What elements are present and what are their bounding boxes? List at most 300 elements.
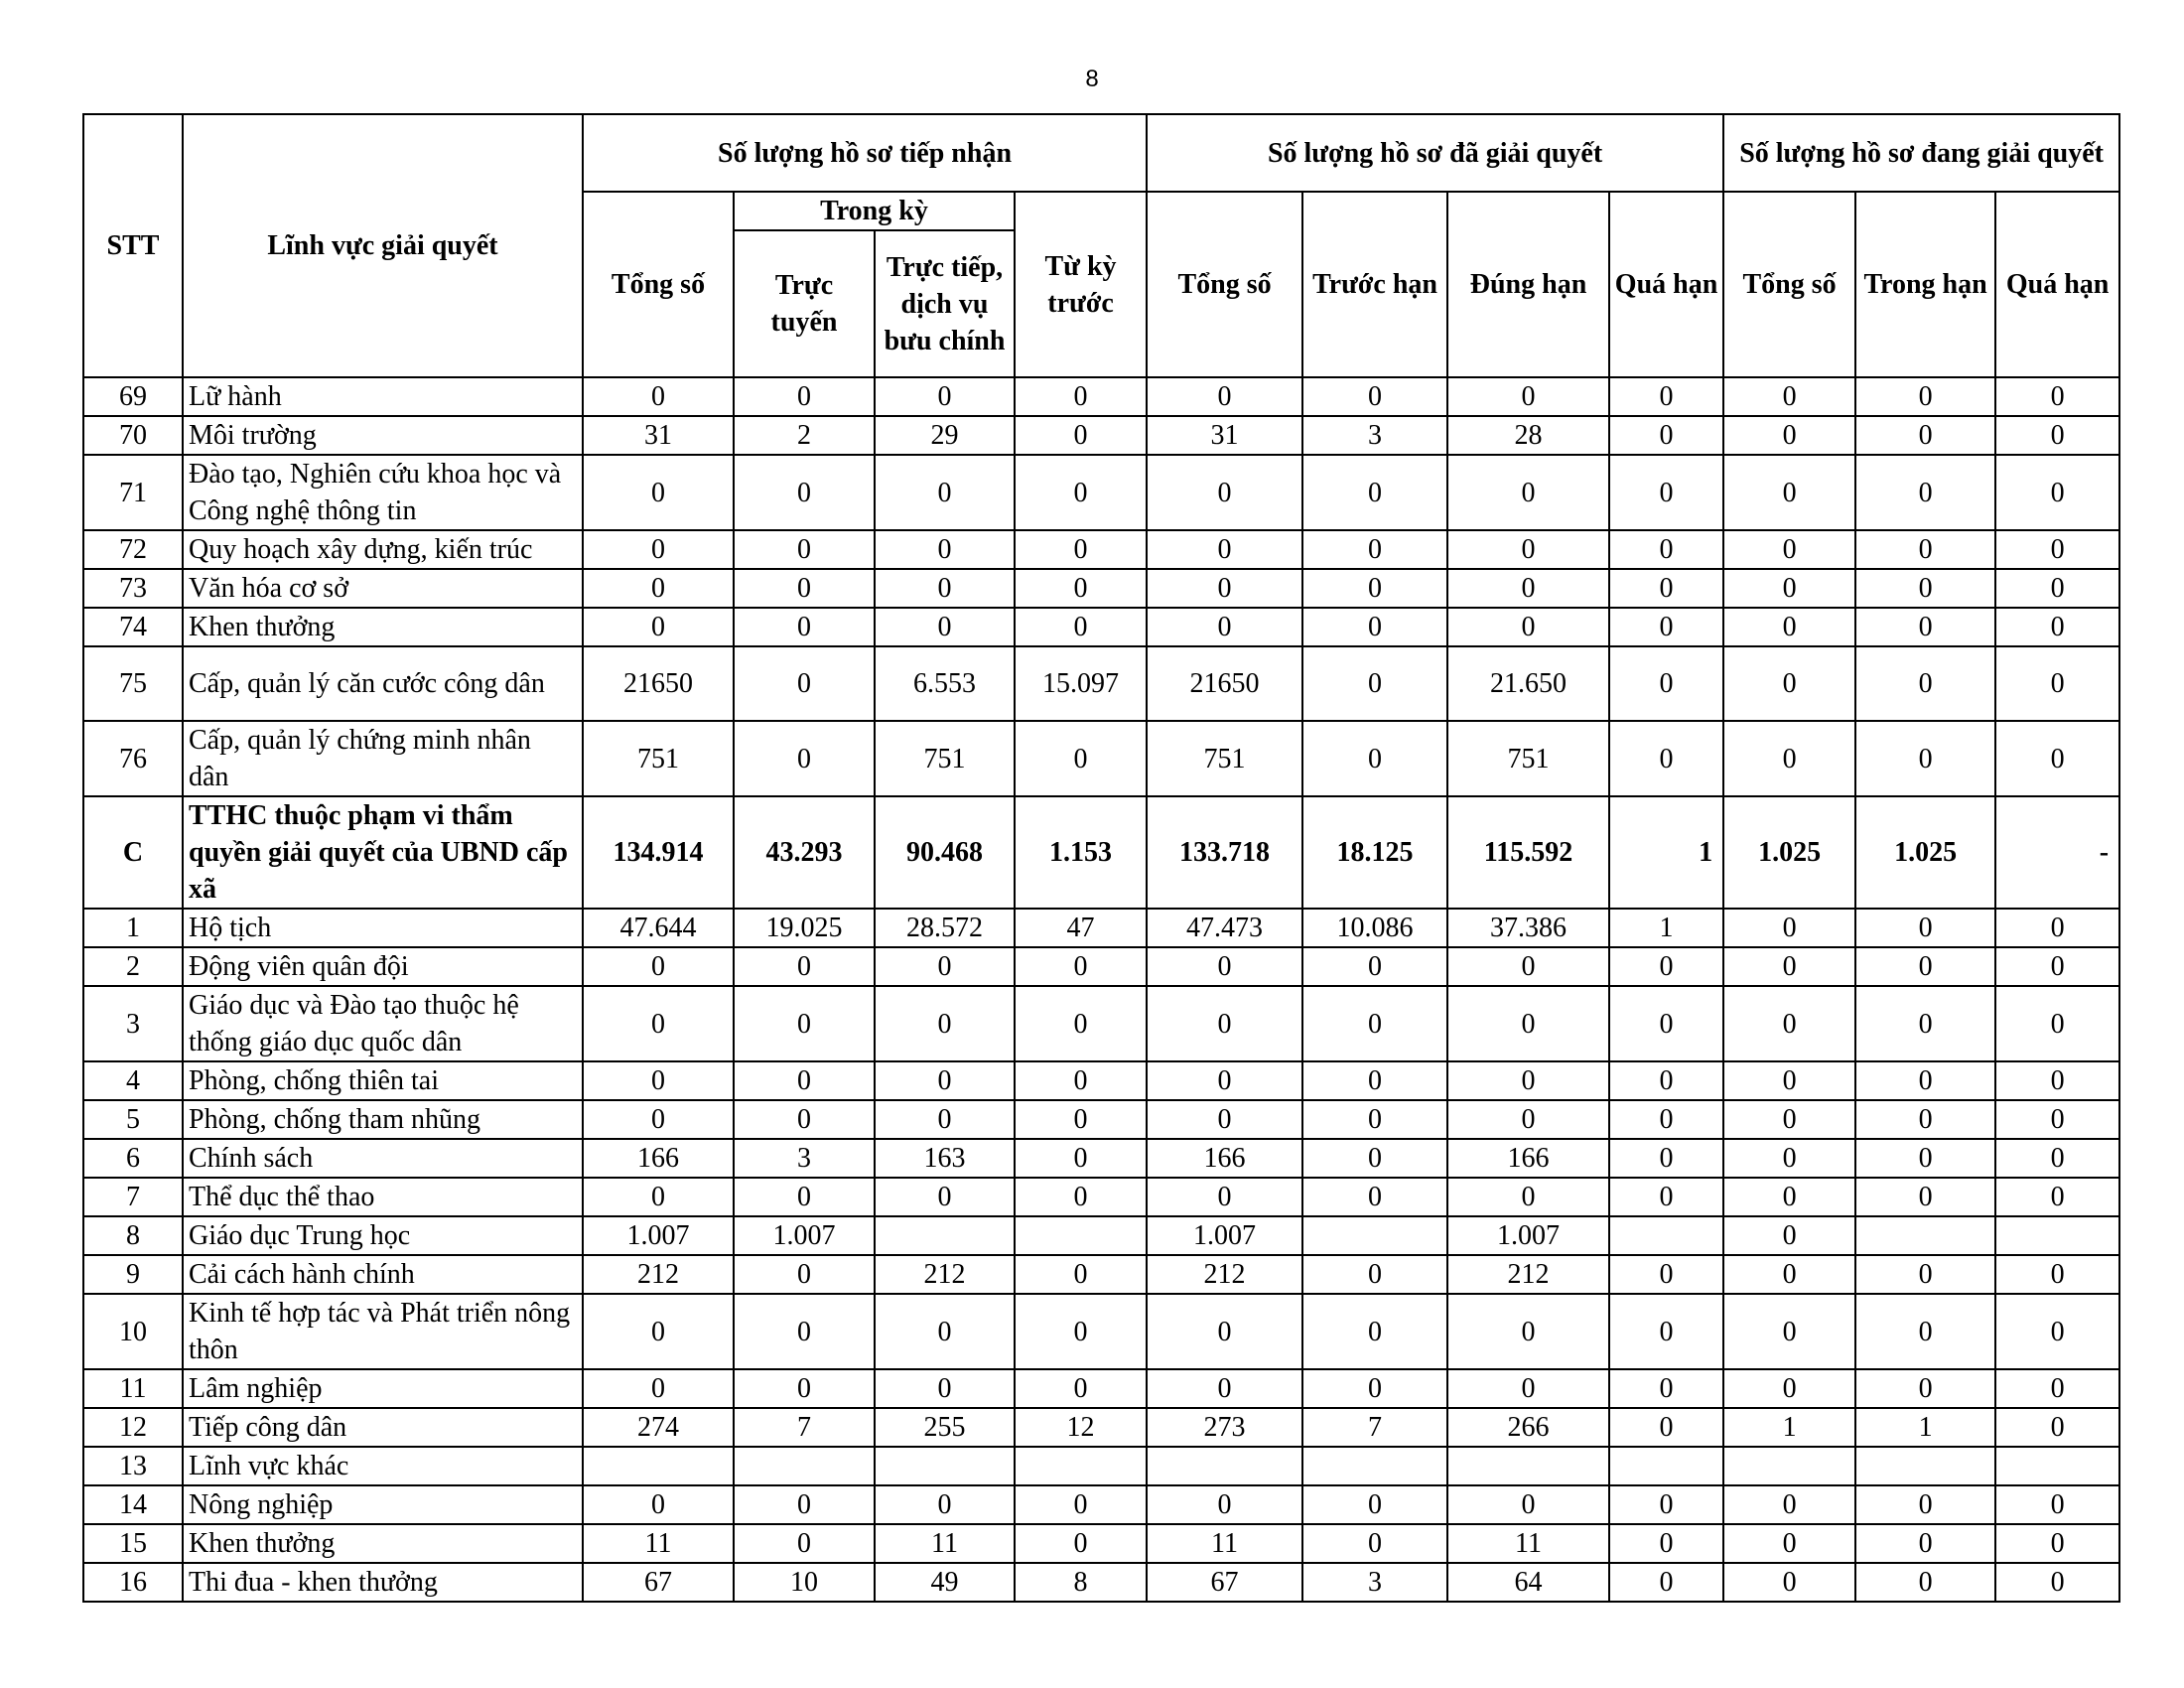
cell-value	[875, 1216, 1015, 1255]
cell-stt: 70	[83, 416, 183, 455]
cell-value: 0	[1302, 986, 1447, 1061]
cell-value	[1609, 1447, 1723, 1485]
cell-value: 212	[875, 1255, 1015, 1294]
cell-value: 0	[1995, 1139, 2119, 1178]
cell-stt: 73	[83, 569, 183, 608]
table-row	[83, 1408, 2119, 1447]
cell-value: 0	[1147, 947, 1302, 986]
table-row	[83, 1139, 2119, 1178]
cell-value	[1015, 1216, 1147, 1255]
table-header	[83, 114, 2119, 377]
cell-value: 0	[1015, 530, 1147, 569]
table-row	[83, 1369, 2119, 1408]
cell-value	[1447, 1447, 1609, 1485]
cell-value: 0	[1855, 530, 1995, 569]
cell-linh-vuc: Thể dục thể thao	[183, 1178, 583, 1216]
cell-value: 166	[583, 1139, 734, 1178]
cell-value: 11	[1147, 1524, 1302, 1563]
cell-value: 0	[1723, 1139, 1855, 1178]
cell-stt: 15	[83, 1524, 183, 1563]
cell-value: 47	[1015, 909, 1147, 947]
cell-value: 0	[875, 1178, 1015, 1216]
cell-value: 0	[583, 947, 734, 986]
cell-stt: 2	[83, 947, 183, 986]
cell-value: 0	[1015, 986, 1147, 1061]
cell-value: 0	[1015, 1369, 1147, 1408]
cell-value: 0	[583, 608, 734, 646]
cell-value: 21650	[1147, 646, 1302, 721]
cell-value: 0	[875, 1100, 1015, 1139]
cell-value: 0	[1855, 947, 1995, 986]
cell-value: 0	[583, 1294, 734, 1369]
cell-value	[1723, 1447, 1855, 1485]
cell-linh-vuc: Lĩnh vực khác	[183, 1447, 583, 1485]
cell-value: 0	[1723, 1369, 1855, 1408]
cell-value: 0	[1723, 1294, 1855, 1369]
cell-linh-vuc: Đào tạo, Nghiên cứu khoa học và Công nghệ thông tin	[183, 455, 583, 530]
cell-value: 0	[1609, 1178, 1723, 1216]
cell-value: 0	[1995, 1369, 2119, 1408]
cell-value: 8	[1015, 1563, 1147, 1602]
cell-value: 10	[734, 1563, 875, 1602]
cell-stt: 7	[83, 1178, 183, 1216]
cell-value: 0	[1995, 1524, 2119, 1563]
cell-value: 0	[1302, 1178, 1447, 1216]
cell-value: 0	[1609, 1563, 1723, 1602]
header-qua-han-pending: Quá hạn	[1995, 192, 2119, 377]
cell-value: 0	[1447, 1178, 1609, 1216]
cell-stt: 12	[83, 1408, 183, 1447]
cell-value: 0	[583, 530, 734, 569]
cell-linh-vuc: Hộ tịch	[183, 909, 583, 947]
cell-value: 11	[875, 1524, 1015, 1563]
table-row	[83, 1061, 2119, 1100]
cell-value: 212	[583, 1255, 734, 1294]
cell-linh-vuc: Chính sách	[183, 1139, 583, 1178]
cell-linh-vuc: Cấp, quản lý căn cước công dân	[183, 646, 583, 721]
cell-value: -	[1995, 796, 2119, 909]
cell-stt: 3	[83, 986, 183, 1061]
cell-value: 2	[734, 416, 875, 455]
cell-value	[875, 1447, 1015, 1485]
cell-value: 0	[1723, 416, 1855, 455]
cell-value: 163	[875, 1139, 1015, 1178]
cell-value: 0	[1995, 986, 2119, 1061]
table-row	[83, 1100, 2119, 1139]
cell-value: 3	[1302, 416, 1447, 455]
cell-value: 0	[875, 1294, 1015, 1369]
cell-value: 0	[1302, 1255, 1447, 1294]
table-row	[83, 1524, 2119, 1563]
cell-value: 0	[1855, 909, 1995, 947]
table-row	[83, 1216, 2119, 1255]
cell-value: 21.650	[1447, 646, 1609, 721]
header-qua-han: Quá hạn	[1609, 192, 1723, 377]
cell-value: 0	[1015, 377, 1147, 416]
cell-value: 0	[1723, 986, 1855, 1061]
cell-value: 0	[583, 986, 734, 1061]
cell-value: 751	[1447, 721, 1609, 796]
cell-value: 0	[1147, 1100, 1302, 1139]
cell-stt: 13	[83, 1447, 183, 1485]
cell-value: 0	[875, 569, 1015, 608]
cell-value: 0	[1147, 1369, 1302, 1408]
cell-value: 0	[1609, 530, 1723, 569]
cell-value: 1.025	[1723, 796, 1855, 909]
cell-value: 49	[875, 1563, 1015, 1602]
cell-value: 12	[1015, 1408, 1147, 1447]
cell-value: 0	[1447, 947, 1609, 986]
cell-value: 0	[1302, 1061, 1447, 1100]
table-body	[83, 377, 2119, 1602]
cell-value: 0	[1855, 1563, 1995, 1602]
cell-value: 0	[734, 1178, 875, 1216]
cell-value: 0	[1995, 1408, 2119, 1447]
cell-value: 0	[1995, 1255, 2119, 1294]
cell-value: 0	[1855, 1100, 1995, 1139]
cell-value: 0	[1723, 1485, 1855, 1524]
cell-value: 0	[1609, 1061, 1723, 1100]
cell-stt: 14	[83, 1485, 183, 1524]
cell-value: 0	[1995, 608, 2119, 646]
cell-value: 0	[1723, 377, 1855, 416]
cell-value: 0	[734, 608, 875, 646]
table-row	[83, 909, 2119, 947]
cell-stt: 4	[83, 1061, 183, 1100]
cell-value: 0	[1302, 1485, 1447, 1524]
cell-value: 0	[1723, 721, 1855, 796]
cell-value	[1995, 1216, 2119, 1255]
cell-value: 0	[734, 1369, 875, 1408]
cell-value: 7	[1302, 1408, 1447, 1447]
cell-linh-vuc: Giáo dục Trung học	[183, 1216, 583, 1255]
cell-stt: C	[83, 796, 183, 909]
cell-value: 0	[583, 1485, 734, 1524]
cell-value: 212	[1147, 1255, 1302, 1294]
cell-value: 0	[1723, 1061, 1855, 1100]
cell-value: 0	[1995, 947, 2119, 986]
table-row	[83, 1294, 2119, 1369]
cell-stt: 10	[83, 1294, 183, 1369]
cell-value: 0	[1855, 416, 1995, 455]
cell-value: 0	[734, 455, 875, 530]
table-row	[83, 947, 2119, 986]
cell-value: 0	[1447, 1294, 1609, 1369]
cell-value: 0	[1147, 1061, 1302, 1100]
cell-linh-vuc: Khen thưởng	[183, 1524, 583, 1563]
cell-value: 0	[1855, 986, 1995, 1061]
table-row	[83, 455, 2119, 530]
cell-value: 0	[1147, 1294, 1302, 1369]
cell-value: 0	[1723, 646, 1855, 721]
cell-value: 0	[1855, 569, 1995, 608]
table-row	[83, 416, 2119, 455]
cell-value: 0	[583, 569, 734, 608]
cell-stt: 76	[83, 721, 183, 796]
cell-value: 19.025	[734, 909, 875, 947]
cell-value: 0	[1995, 377, 2119, 416]
cell-value: 0	[1302, 1369, 1447, 1408]
cell-value: 0	[1995, 1294, 2119, 1369]
cell-value: 0	[1855, 377, 1995, 416]
cell-value: 255	[875, 1408, 1015, 1447]
cell-value: 0	[1855, 1255, 1995, 1294]
header-tong-so: Tổng số	[583, 192, 734, 377]
cell-value: 0	[1723, 1100, 1855, 1139]
table-row	[83, 377, 2119, 416]
cell-value	[1855, 1447, 1995, 1485]
cell-value: 0	[1609, 1139, 1723, 1178]
cell-stt: 1	[83, 909, 183, 947]
cell-value: 0	[1855, 1294, 1995, 1369]
cell-value: 0	[734, 1061, 875, 1100]
cell-value: 0	[1447, 986, 1609, 1061]
cell-value: 0	[1447, 569, 1609, 608]
cell-value: 0	[1302, 530, 1447, 569]
cell-value: 0	[875, 986, 1015, 1061]
cell-value: 3	[734, 1139, 875, 1178]
cell-value: 0	[734, 377, 875, 416]
cell-value: 21650	[583, 646, 734, 721]
cell-value: 0	[583, 1061, 734, 1100]
page-number: 8	[1085, 66, 1099, 92]
cell-value: 0	[875, 455, 1015, 530]
cell-value: 0	[734, 1100, 875, 1139]
cell-value: 0	[734, 530, 875, 569]
cell-linh-vuc: Phòng, chống tham nhũng	[183, 1100, 583, 1139]
cell-value: 0	[1855, 646, 1995, 721]
cell-value: 266	[1447, 1408, 1609, 1447]
cell-value: 0	[1447, 530, 1609, 569]
cell-value: 0	[1609, 721, 1723, 796]
cell-value: 0	[1015, 1524, 1147, 1563]
cell-linh-vuc: Động viên quân đội	[183, 947, 583, 986]
cell-value: 0	[1147, 530, 1302, 569]
cell-value: 0	[1995, 1563, 2119, 1602]
cell-value: 0	[875, 608, 1015, 646]
cell-value: 0	[1302, 1139, 1447, 1178]
cell-value: 0	[1723, 1216, 1855, 1255]
cell-value: 0	[1302, 608, 1447, 646]
cell-stt: 71	[83, 455, 183, 530]
header-group-received: Số lượng hồ sơ tiếp nhận	[583, 114, 1147, 192]
cell-value: 0	[875, 947, 1015, 986]
cell-value: 0	[1447, 1100, 1609, 1139]
cell-value: 751	[583, 721, 734, 796]
header-tong-so-resolved: Tổng số	[1147, 192, 1302, 377]
cell-value: 0	[1015, 1100, 1147, 1139]
cell-value	[1302, 1216, 1447, 1255]
cell-value: 0	[1855, 1139, 1995, 1178]
cell-stt: 75	[83, 646, 183, 721]
cell-value: 0	[1147, 455, 1302, 530]
cell-value: 0	[1015, 1294, 1147, 1369]
cell-value: 18.125	[1302, 796, 1447, 909]
cell-value: 0	[1015, 721, 1147, 796]
cell-stt: 6	[83, 1139, 183, 1178]
cell-value: 0	[1855, 608, 1995, 646]
cell-value: 0	[1995, 1178, 2119, 1216]
table-row	[83, 646, 2119, 721]
header-truc-tiep: Trực tiếp, dịch vụ bưu chính	[875, 230, 1015, 377]
cell-value: 6.553	[875, 646, 1015, 721]
cell-value	[1855, 1216, 1995, 1255]
cell-value: 7	[734, 1408, 875, 1447]
cell-value: 0	[875, 1061, 1015, 1100]
cell-value: 67	[1147, 1563, 1302, 1602]
cell-value: 31	[1147, 416, 1302, 455]
cell-value: 0	[1855, 455, 1995, 530]
cell-value: 0	[1609, 1524, 1723, 1563]
cell-value: 0	[1723, 947, 1855, 986]
cell-value: 0	[1015, 455, 1147, 530]
cell-value: 0	[1015, 1255, 1147, 1294]
cell-value: 0	[1015, 1178, 1147, 1216]
cell-value: 0	[1723, 455, 1855, 530]
cell-value: 1	[1855, 1408, 1995, 1447]
cell-value: 0	[1855, 1061, 1995, 1100]
cell-value: 29	[875, 416, 1015, 455]
cell-value: 1	[1723, 1408, 1855, 1447]
cell-value: 1.153	[1015, 796, 1147, 909]
cell-value: 0	[1995, 416, 2119, 455]
cell-linh-vuc: Lữ hành	[183, 377, 583, 416]
cell-value: 0	[1995, 721, 2119, 796]
cell-value: 11	[1447, 1524, 1609, 1563]
cell-value: 0	[734, 947, 875, 986]
cell-value: 43.293	[734, 796, 875, 909]
cell-value: 28.572	[875, 909, 1015, 947]
cell-value: 274	[583, 1408, 734, 1447]
cell-linh-vuc: Quy hoạch xây dựng, kiến trúc	[183, 530, 583, 569]
cell-linh-vuc: Văn hóa cơ sở	[183, 569, 583, 608]
cell-value: 0	[1147, 608, 1302, 646]
cell-value: 0	[1723, 1524, 1855, 1563]
header-truoc-han: Trước hạn	[1302, 192, 1447, 377]
cell-value: 0	[1302, 569, 1447, 608]
cell-value: 0	[1147, 986, 1302, 1061]
cell-value: 751	[875, 721, 1015, 796]
cell-linh-vuc: Thi đua - khen thưởng	[183, 1563, 583, 1602]
cell-value: 0	[1302, 947, 1447, 986]
cell-value: 0	[1995, 455, 2119, 530]
table-row	[83, 721, 2119, 796]
cell-value: 0	[1995, 646, 2119, 721]
cell-value: 0	[1015, 1485, 1147, 1524]
cell-value: 0	[1015, 608, 1147, 646]
cell-stt: 74	[83, 608, 183, 646]
cell-value	[1609, 1216, 1723, 1255]
cell-value: 0	[1609, 947, 1723, 986]
header-stt: STT	[83, 114, 183, 377]
header-truc-tuyen: Trực tuyến	[734, 230, 875, 377]
header-group-pending: Số lượng hồ sơ đang giải quyết	[1723, 114, 2119, 192]
cell-value: 0	[1302, 646, 1447, 721]
cell-stt: 5	[83, 1100, 183, 1139]
cell-value: 1.007	[1447, 1216, 1609, 1255]
cell-value: 0	[1447, 455, 1609, 530]
table-row	[83, 986, 2119, 1061]
cell-value	[1015, 1447, 1147, 1485]
cell-value: 0	[1723, 909, 1855, 947]
cell-value: 11	[583, 1524, 734, 1563]
cell-value	[1147, 1447, 1302, 1485]
cell-value: 0	[1995, 909, 2119, 947]
cell-value: 0	[1609, 986, 1723, 1061]
cell-value: 133.718	[1147, 796, 1302, 909]
header-trong-han: Trong hạn	[1855, 192, 1995, 377]
cell-value: 0	[1855, 721, 1995, 796]
cell-linh-vuc: Tiếp công dân	[183, 1408, 583, 1447]
cell-linh-vuc: Cải cách hành chính	[183, 1255, 583, 1294]
cell-value: 0	[734, 721, 875, 796]
cell-value	[583, 1447, 734, 1485]
cell-value: 0	[583, 377, 734, 416]
cell-value: 166	[1447, 1139, 1609, 1178]
cell-stt: 16	[83, 1563, 183, 1602]
cell-value: 0	[1015, 1139, 1147, 1178]
cell-value: 0	[1995, 569, 2119, 608]
cell-value: 0	[1609, 1100, 1723, 1139]
table-row	[83, 796, 2119, 909]
cell-value	[734, 1447, 875, 1485]
cell-linh-vuc: Cấp, quản lý chứng minh nhân dân	[183, 721, 583, 796]
table-row	[83, 530, 2119, 569]
cell-value: 0	[1855, 1485, 1995, 1524]
cell-value: 0	[1015, 416, 1147, 455]
cell-linh-vuc: Kinh tế hợp tác và Phát triển nông thôn	[183, 1294, 583, 1369]
cell-value: 0	[583, 1369, 734, 1408]
cell-value: 0	[875, 1485, 1015, 1524]
cell-value: 0	[1015, 1061, 1147, 1100]
cell-value: 0	[583, 1100, 734, 1139]
cell-value: 0	[1015, 947, 1147, 986]
cell-value: 0	[734, 1294, 875, 1369]
cell-value: 0	[875, 1369, 1015, 1408]
cell-value: 0	[1609, 569, 1723, 608]
table-row	[83, 1447, 2119, 1485]
table-row	[83, 608, 2119, 646]
cell-value: 0	[734, 1485, 875, 1524]
cell-value: 751	[1147, 721, 1302, 796]
table-row	[83, 1255, 2119, 1294]
cell-value: 0	[875, 530, 1015, 569]
cell-value: 0	[1015, 569, 1147, 608]
cell-value: 1.007	[1147, 1216, 1302, 1255]
table-row	[83, 1563, 2119, 1602]
cell-value: 134.914	[583, 796, 734, 909]
cell-value: 0	[1855, 1369, 1995, 1408]
cell-value: 0	[875, 377, 1015, 416]
cell-value: 0	[1147, 569, 1302, 608]
cell-value: 0	[1302, 377, 1447, 416]
cell-value: 47.644	[583, 909, 734, 947]
cell-value: 212	[1447, 1255, 1609, 1294]
cell-value: 0	[1855, 1178, 1995, 1216]
cell-value: 0	[583, 1178, 734, 1216]
header-dung-han: Đúng hạn	[1447, 192, 1609, 377]
cell-value: 28	[1447, 416, 1609, 455]
cell-value: 166	[1147, 1139, 1302, 1178]
cell-value: 64	[1447, 1563, 1609, 1602]
cell-value: 10.086	[1302, 909, 1447, 947]
cell-value: 115.592	[1447, 796, 1609, 909]
header-tu-ky-truoc: Từ kỳ trước	[1015, 192, 1147, 377]
cell-value: 0	[1995, 1061, 2119, 1100]
statistics-table	[82, 113, 2120, 1603]
cell-value: 0	[1723, 1255, 1855, 1294]
cell-value: 0	[1723, 569, 1855, 608]
